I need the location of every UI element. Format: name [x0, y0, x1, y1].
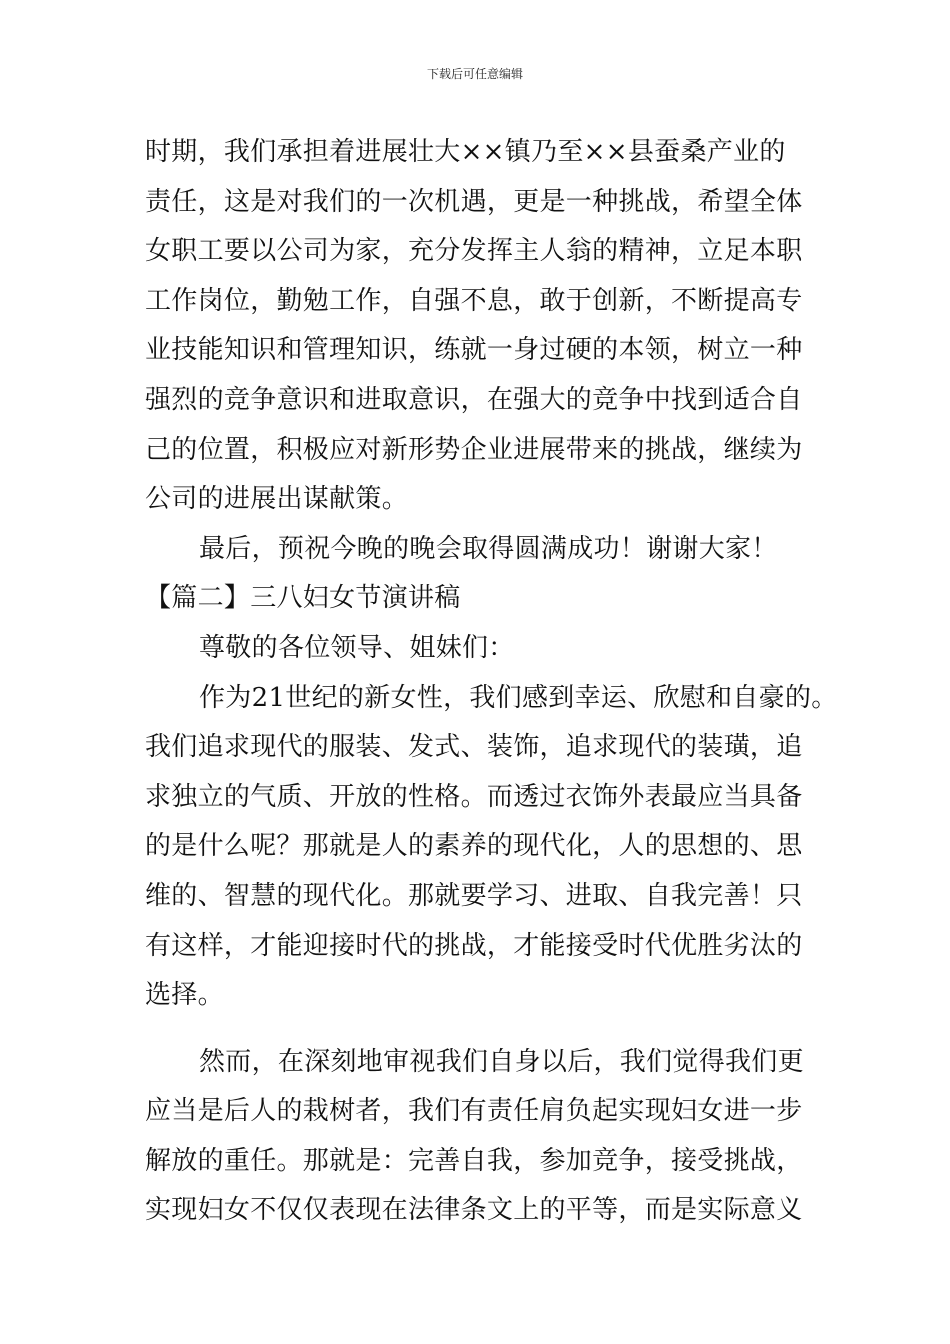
text-line: 的是什么呢？那就是人的素养的现代化，人的思想的、思 — [145, 831, 803, 862]
paragraph-new-women — [145, 674, 838, 1021]
paragraph-spacer — [145, 1021, 825, 1038]
text-line: 公司的进展出谋献策。 — [145, 484, 409, 515]
text-line: 解放的重任。那就是：完善自我，参加竞争，接受挑战， — [145, 1145, 803, 1176]
page-header: 下载后可任意编辑 — [426, 67, 523, 81]
text-line: 求独立的气质、开放的性格。而透过衣饰外表最应当具备 — [145, 781, 803, 812]
text-line: 作为21世纪的新女性，我们感到幸运、欣慰和自豪的。 — [199, 682, 838, 713]
closing-line: 最后，预祝今晚的晚会取得圆满成功！谢谢大家！ — [199, 533, 778, 564]
paragraph-responsibility — [145, 1038, 825, 1236]
text-line: 应当是后人的栽树者，我们有责任肩负起实现妇女进一步 — [145, 1096, 803, 1127]
paragraph-continuation — [145, 128, 825, 525]
text-line: 女职工要以公司为家，充分发挥主人翁的精神，立足本职 — [145, 236, 803, 267]
text-line: 我们追求现代的服装、发式、装饰，追求现代的装璜，追 — [145, 732, 803, 763]
text-line: 有这样，才能迎接时代的挑战，才能接受时代优胜劣汰的 — [145, 930, 803, 961]
text-line: 时期，我们承担着进展壮大××镇乃至××县蚕桑产业的 — [145, 137, 786, 167]
document-body — [145, 128, 838, 1236]
text-line: 然而，在深刻地审视我们自身以后，我们觉得我们更 — [199, 1046, 804, 1077]
text-line: 维的、智慧的现代化。那就要学习、进取、自我完善！只 — [145, 880, 803, 911]
text-line: 选择。 — [145, 980, 224, 1011]
salutation: 尊敬的各位领导、姐妹们： — [199, 632, 515, 663]
text-line: 强烈的竞争意识和进取意识，在强大的竞争中找到适合自 — [145, 384, 803, 415]
text-line: 责任，这是对我们的一次机遇，更是一种挑战，希望全体 — [145, 186, 803, 217]
text-line: 业技能知识和管理知识，练就一身过硬的本领，树立一种 — [145, 335, 803, 366]
text-line: 己的位置，积极应对新形势企业进展带来的挑战，继续为 — [145, 434, 803, 465]
text-line: 工作岗位，勤勉工作，自强不息，敢于创新，不断提高专 — [145, 285, 803, 316]
text-line: 实现妇女不仅仅表现在法律条文上的平等，而是实际意义 — [145, 1195, 803, 1226]
section-title: 【篇二】三八妇女节演讲稿 — [145, 583, 461, 614]
